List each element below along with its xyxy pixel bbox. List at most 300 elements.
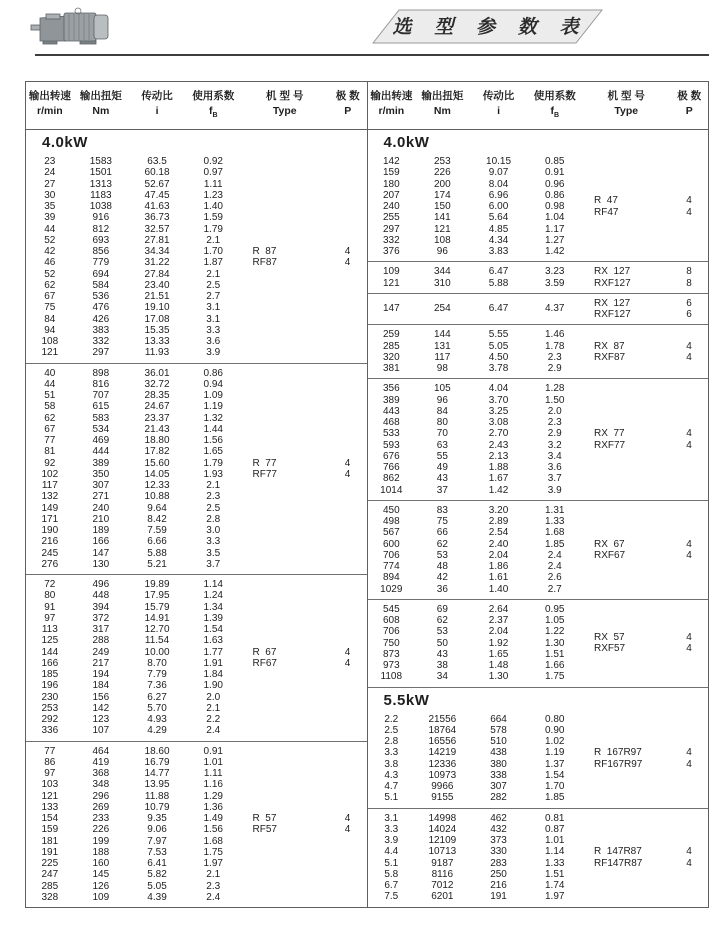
ratio-cell: 1.30 xyxy=(488,671,509,683)
output-speed-cell: 142 xyxy=(382,156,400,168)
model-type-cell: RF47 xyxy=(594,206,619,218)
poles-cell: 4 xyxy=(344,457,351,469)
model-type-cell: RX 57 xyxy=(594,631,625,643)
service-factor-cell: 1.30 xyxy=(544,637,565,649)
output-torque-cell: 779 xyxy=(92,257,110,269)
model-row xyxy=(582,747,708,758)
ratio-cell: 250 xyxy=(490,868,507,880)
table-column-left xyxy=(26,82,367,907)
table-column-right xyxy=(367,82,709,907)
ratio-cell: 373 xyxy=(490,835,507,847)
service-factor-cell: 1.24 xyxy=(203,590,223,602)
output-torque-cell: 534 xyxy=(92,423,110,435)
output-torque-cell: 142 xyxy=(92,702,110,714)
ratio-cell: 4.85 xyxy=(488,223,509,235)
ratio-cell: 36.73 xyxy=(144,212,170,224)
ratio-cell: 7.97 xyxy=(147,835,167,847)
poles-cell: 4 xyxy=(686,631,692,643)
model-row xyxy=(582,428,708,439)
poles-cell: 8 xyxy=(686,277,692,289)
output-torque-cell: 707 xyxy=(92,390,110,402)
output-torque-cell: 816 xyxy=(92,378,110,390)
header-cn-label: 机 型 号 xyxy=(266,90,304,102)
ratio-cell: 24.67 xyxy=(144,401,170,413)
output-torque-cell: 7012 xyxy=(431,880,454,892)
model-row xyxy=(241,647,367,658)
output-speed-cell: 180 xyxy=(382,178,400,190)
output-torque-cell: 55 xyxy=(436,450,448,462)
service-factor-cell: 3.6 xyxy=(206,336,221,348)
output-speed-cell: 117 xyxy=(41,480,58,492)
ratio-cell: 11.88 xyxy=(144,790,170,802)
model-type-cell: RX 127 xyxy=(594,266,631,278)
output-torque-cell: 43 xyxy=(436,648,448,660)
output-torque-cell: 226 xyxy=(92,824,110,836)
output-speed-cell: 3.3 xyxy=(384,747,399,759)
service-factor-cell: 1.84 xyxy=(203,669,223,681)
output-torque-cell: 36 xyxy=(436,583,448,595)
data-block xyxy=(368,808,709,907)
header-unit-main: f xyxy=(208,105,213,117)
output-speed-cell: 230 xyxy=(41,691,59,703)
output-speed-cell: 52 xyxy=(44,268,56,280)
ratio-cell: 2.13 xyxy=(488,450,509,462)
ratio-cell: 27.84 xyxy=(144,268,170,280)
ratio-cell: 63.5 xyxy=(147,156,167,168)
ratio-cell: 5.55 xyxy=(488,329,509,341)
data-block xyxy=(368,261,709,293)
output-speed-cell: 276 xyxy=(41,558,59,570)
service-factor-cell: 2.4 xyxy=(547,549,562,561)
service-factor-cell: 1.05 xyxy=(544,615,565,627)
service-factor-cell: 1.28 xyxy=(544,383,565,395)
model-column xyxy=(582,714,708,804)
data-block xyxy=(26,363,367,575)
output-speed-cell: 443 xyxy=(382,405,400,417)
output-torque-cell: 368 xyxy=(92,768,110,780)
ratio-cell: 2.43 xyxy=(488,439,509,451)
output-torque-cell: 898 xyxy=(92,367,110,379)
service-factor-cell: 2.3 xyxy=(206,491,221,503)
service-factor-cell: 2.4 xyxy=(206,725,221,737)
header-cell-output-speed xyxy=(368,90,416,122)
data-block xyxy=(368,599,709,687)
ratio-cell: 19.89 xyxy=(144,579,170,591)
header-unit-label: Type xyxy=(614,105,639,117)
model-type-cell: R 67 xyxy=(252,646,277,658)
poles-cell: 4 xyxy=(686,206,692,218)
ratio-cell: 380 xyxy=(490,758,507,770)
output-torque-cell: 200 xyxy=(434,178,451,190)
service-factor-cell: 1.51 xyxy=(544,648,565,660)
ratio-cell: 6.47 xyxy=(488,266,509,278)
output-speed-cell: 121 xyxy=(41,347,59,359)
service-factor-cell: 1.33 xyxy=(544,516,565,528)
service-factor-cell: 1.29 xyxy=(203,790,223,802)
output-speed-cell: 2.8 xyxy=(384,736,399,748)
header-cn-label: 机 型 号 xyxy=(607,90,645,102)
ratio-cell: 10.00 xyxy=(144,646,170,658)
service-factor-cell: 0.91 xyxy=(544,167,565,179)
header-cn-label: 输出扭矩 xyxy=(421,90,464,102)
poles-cell: 8 xyxy=(686,266,692,278)
ratio-cell: 1.86 xyxy=(488,561,509,573)
output-torque-cell: 233 xyxy=(92,813,110,825)
header-unit-main: f xyxy=(550,105,554,117)
output-torque-cell: 83 xyxy=(436,504,448,516)
ratio-cell: 16.79 xyxy=(144,756,170,768)
service-factor-cell: 0.86 xyxy=(203,367,223,379)
ratio-cell: 7.59 xyxy=(147,525,167,537)
service-factor-cell: 2.1 xyxy=(206,268,221,280)
output-speed-cell: 185 xyxy=(41,669,59,681)
ratio-cell: 330 xyxy=(490,846,507,858)
ratio-cell: 10.15 xyxy=(486,156,512,168)
service-factor-cell: 3.2 xyxy=(547,439,562,451)
poles-cell: 4 xyxy=(686,538,692,550)
ratio-cell: 6.00 xyxy=(488,201,509,213)
output-torque-cell: 66 xyxy=(436,527,448,539)
service-factor-cell: 2.5 xyxy=(206,279,221,291)
output-speed-cell: 468 xyxy=(382,417,400,429)
numeric-grid xyxy=(26,746,241,904)
service-factor-cell: 1.70 xyxy=(544,781,565,793)
output-speed-cell: 121 xyxy=(41,790,59,802)
output-speed-cell: 7.5 xyxy=(384,891,399,903)
service-factor-cell: 3.7 xyxy=(547,473,562,485)
model-row xyxy=(582,846,708,857)
data-block xyxy=(26,152,367,363)
ratio-cell: 7.36 xyxy=(147,680,167,692)
header-unit-label: r/min xyxy=(378,105,405,117)
output-torque-cell: 536 xyxy=(92,291,110,303)
output-torque-cell: 332 xyxy=(92,336,110,348)
poles-cell: 4 xyxy=(686,846,692,858)
model-column xyxy=(241,746,367,904)
output-torque-cell: 476 xyxy=(92,302,110,314)
model-row xyxy=(582,352,708,363)
output-torque-cell: 130 xyxy=(92,558,110,570)
output-speed-cell: 58 xyxy=(44,401,56,413)
header-unit-label: P xyxy=(685,105,693,117)
model-row xyxy=(582,266,708,277)
output-speed-cell: 3.9 xyxy=(384,835,399,847)
output-torque-cell: 9155 xyxy=(431,792,454,804)
output-torque-cell: 240 xyxy=(92,502,110,514)
ratio-cell: 17.82 xyxy=(144,446,170,458)
ratio-cell: 6.47 xyxy=(488,303,509,315)
header-cell-ratio xyxy=(470,90,528,122)
output-torque-cell: 194 xyxy=(92,669,110,681)
output-speed-cell: 4.3 xyxy=(384,769,399,781)
service-factor-cell: 2.7 xyxy=(206,291,221,303)
ratio-cell: 5.88 xyxy=(488,277,509,289)
service-factor-cell: 1.59 xyxy=(203,212,223,224)
output-torque-cell: 389 xyxy=(92,457,110,469)
header-cell-poles xyxy=(329,90,366,122)
ratio-cell: 23.40 xyxy=(144,279,170,291)
page-title-badge xyxy=(372,9,604,45)
model-type-cell: RF57 xyxy=(252,824,277,836)
ratio-cell: 1.92 xyxy=(488,637,509,649)
poles-cell: 4 xyxy=(686,340,692,352)
output-speed-cell: 285 xyxy=(382,340,400,352)
output-torque-cell: 1038 xyxy=(89,201,112,213)
output-speed-cell: 328 xyxy=(41,891,59,903)
output-speed-cell: 2.5 xyxy=(384,724,399,736)
service-factor-cell: 1.85 xyxy=(544,792,565,804)
ratio-cell: 21.43 xyxy=(144,423,170,435)
service-factor-cell: 1.23 xyxy=(203,189,223,201)
output-speed-cell: 102 xyxy=(41,468,59,480)
ratio-cell: 3.70 xyxy=(488,394,509,406)
ratio-cell: 21.51 xyxy=(144,291,170,303)
output-speed-cell: 67 xyxy=(44,291,56,303)
output-torque-cell: 1313 xyxy=(89,178,112,190)
ratio-cell: 7.53 xyxy=(147,846,167,858)
output-speed-cell: 4.7 xyxy=(384,781,399,793)
output-torque-cell: 6201 xyxy=(431,891,454,903)
output-speed-cell: 545 xyxy=(382,603,400,615)
output-torque-cell: 1501 xyxy=(89,167,112,179)
output-speed-cell: 207 xyxy=(382,189,400,201)
model-row xyxy=(582,195,708,206)
service-factor-cell: 2.9 xyxy=(547,363,562,375)
service-factor-cell: 1.93 xyxy=(203,468,223,480)
header-unit-subscript: B xyxy=(212,112,218,120)
service-factor-cell: 1.91 xyxy=(203,657,223,669)
output-torque-cell: 105 xyxy=(434,383,451,395)
output-torque-cell: 812 xyxy=(92,223,110,235)
output-speed-cell: 1014 xyxy=(380,484,403,496)
service-factor-cell: 1.46 xyxy=(544,329,565,341)
output-torque-cell: 297 xyxy=(92,347,110,359)
ratio-cell: 438 xyxy=(490,747,507,759)
ratio-cell: 52.67 xyxy=(144,178,170,190)
output-speed-cell: 600 xyxy=(382,538,400,550)
ratio-cell: 15.79 xyxy=(144,601,170,613)
service-factor-cell: 2.3 xyxy=(547,417,562,429)
output-torque-cell: 38 xyxy=(436,660,448,672)
ratio-cell: 10.79 xyxy=(144,801,170,813)
ratio-cell: 307 xyxy=(490,781,507,793)
output-speed-cell: 108 xyxy=(41,336,59,348)
output-speed-cell: 225 xyxy=(41,858,59,870)
service-factor-cell: 2.2 xyxy=(206,714,221,726)
header-cn-label: 使用系数 xyxy=(533,90,576,102)
model-type-cell: RXF77 xyxy=(594,439,626,451)
service-factor-cell: 1.14 xyxy=(203,579,223,591)
ratio-cell: 27.81 xyxy=(144,234,170,246)
output-speed-cell: 62 xyxy=(44,279,56,291)
model-row xyxy=(582,309,708,320)
output-torque-cell: 254 xyxy=(434,303,451,315)
service-factor-cell: 3.9 xyxy=(547,484,562,496)
output-speed-cell: 533 xyxy=(382,428,400,440)
output-speed-cell: 5.8 xyxy=(384,868,399,880)
page-header xyxy=(0,0,716,54)
model-row xyxy=(582,858,708,869)
output-speed-cell: 84 xyxy=(44,313,56,325)
model-column xyxy=(582,505,708,595)
output-speed-cell: 766 xyxy=(382,462,400,474)
header-cn-label: 输出转速 xyxy=(28,90,71,102)
numeric-grid xyxy=(26,579,241,737)
output-torque-cell: 48 xyxy=(436,561,448,573)
output-speed-cell: 873 xyxy=(382,648,400,660)
model-type-cell: R 47 xyxy=(594,195,618,207)
output-speed-cell: 247 xyxy=(41,869,59,881)
ratio-cell: 4.34 xyxy=(488,234,509,246)
poles-cell: 4 xyxy=(686,758,692,770)
output-torque-cell: 69 xyxy=(436,603,448,615)
poles-cell: 4 xyxy=(686,351,692,363)
ratio-cell: 11.93 xyxy=(144,347,170,359)
output-speed-cell: 39 xyxy=(44,212,56,224)
output-speed-cell: 191 xyxy=(41,846,59,858)
column-header xyxy=(368,82,709,130)
output-speed-cell: 23 xyxy=(44,156,56,168)
service-factor-cell: 3.9 xyxy=(206,347,221,359)
poles-cell: 4 xyxy=(686,549,692,561)
service-factor-cell: 0.87 xyxy=(544,823,565,835)
ratio-cell: 13.33 xyxy=(144,336,170,348)
header-cell-model-type xyxy=(240,90,329,122)
ratio-cell: 9.64 xyxy=(147,502,167,514)
numeric-grid xyxy=(368,156,583,257)
output-torque-cell: 210 xyxy=(92,513,110,525)
power-section-label: 4.0kW xyxy=(42,134,88,152)
service-factor-cell: 0.97 xyxy=(203,167,223,179)
output-speed-cell: 5.1 xyxy=(384,792,399,804)
page-title: 选 型 参 数 表 xyxy=(392,17,588,38)
service-factor-cell: 1.56 xyxy=(203,824,223,836)
ratio-cell: 578 xyxy=(490,724,507,736)
output-speed-cell: 862 xyxy=(382,473,400,485)
header-cell-service-factor xyxy=(528,90,582,122)
service-factor-cell: 2.1 xyxy=(206,480,221,492)
output-speed-cell: 1108 xyxy=(380,671,403,683)
output-torque-cell: 107 xyxy=(92,725,110,737)
service-factor-cell: 1.22 xyxy=(544,626,565,638)
model-type-cell: RXF67 xyxy=(594,549,626,561)
header-cn-label: 输出扭矩 xyxy=(79,90,122,102)
ratio-cell: 7.79 xyxy=(147,669,167,681)
output-speed-cell: 166 xyxy=(41,657,59,669)
header-unit-label: r/min xyxy=(36,105,63,117)
poles-cell: 4 xyxy=(344,824,351,836)
output-torque-cell: 49 xyxy=(436,462,448,474)
ratio-cell: 1.40 xyxy=(488,583,509,595)
service-factor-cell: 1.17 xyxy=(544,223,565,235)
ratio-cell: 3.20 xyxy=(488,504,509,516)
output-speed-cell: 132 xyxy=(41,491,59,503)
model-type-cell: R 167R97 xyxy=(594,747,642,759)
header-cell-output-torque xyxy=(74,90,128,122)
service-factor-cell: 0.95 xyxy=(544,603,565,615)
numeric-grid xyxy=(368,604,583,683)
output-speed-cell: 97 xyxy=(44,768,56,780)
output-torque-cell: 37 xyxy=(436,484,448,496)
ratio-cell: 338 xyxy=(490,769,507,781)
model-column xyxy=(582,298,708,321)
output-torque-cell: 8116 xyxy=(431,868,454,880)
ratio-cell: 9.06 xyxy=(147,824,167,836)
model-type-cell: RF87 xyxy=(252,257,277,269)
ratio-cell: 5.88 xyxy=(147,547,167,559)
output-torque-cell: 166 xyxy=(92,536,110,548)
output-speed-cell: 125 xyxy=(41,635,59,647)
header-divider-line xyxy=(35,54,709,56)
output-speed-cell: 567 xyxy=(382,527,400,539)
ratio-cell: 12.70 xyxy=(144,624,170,636)
service-factor-cell: 1.40 xyxy=(203,201,223,213)
output-torque-cell: 14219 xyxy=(428,747,457,759)
numeric-grid xyxy=(368,266,583,289)
service-factor-cell: 1.11 xyxy=(203,768,223,780)
model-row xyxy=(241,458,367,469)
output-speed-cell: 154 xyxy=(41,813,59,825)
ratio-cell: 34.34 xyxy=(144,246,170,258)
service-factor-cell: 3.1 xyxy=(206,302,221,314)
model-row xyxy=(582,298,708,309)
numeric-grid xyxy=(368,298,583,321)
service-factor-cell: 1.34 xyxy=(203,601,223,613)
header-unit-label: i xyxy=(497,105,501,117)
output-torque-cell: 288 xyxy=(92,635,110,647)
output-speed-cell: 4.4 xyxy=(384,846,399,858)
output-torque-cell: 63 xyxy=(436,439,448,451)
output-speed-cell: 750 xyxy=(382,637,400,649)
output-torque-cell: 145 xyxy=(92,869,110,881)
output-torque-cell: 14024 xyxy=(428,823,457,835)
output-speed-cell: 285 xyxy=(41,880,59,892)
ratio-cell: 6.41 xyxy=(147,858,167,870)
service-factor-cell: 1.85 xyxy=(544,538,565,550)
model-type-cell: RF167R97 xyxy=(594,758,643,770)
service-factor-cell: 1.87 xyxy=(203,257,223,269)
output-speed-cell: 149 xyxy=(41,502,59,514)
output-speed-cell: 245 xyxy=(41,547,59,559)
output-speed-cell: 216 xyxy=(41,536,59,548)
output-torque-cell: 615 xyxy=(92,401,110,413)
header-cn-label: 传动比 xyxy=(141,90,173,102)
output-speed-cell: 35 xyxy=(44,201,56,213)
ratio-cell: 8.42 xyxy=(147,513,167,525)
output-torque-cell: 156 xyxy=(92,691,110,703)
output-torque-cell: 307 xyxy=(92,480,110,492)
service-factor-cell: 2.3 xyxy=(206,880,221,892)
service-factor-cell: 1.39 xyxy=(203,612,223,624)
output-speed-cell: 3.8 xyxy=(384,758,399,770)
data-block xyxy=(368,293,709,325)
ratio-cell: 1.42 xyxy=(488,484,509,496)
model-row xyxy=(241,257,367,268)
ratio-cell: 664 xyxy=(490,713,507,725)
service-factor-cell: 3.7 xyxy=(206,558,221,570)
poles-cell: 4 xyxy=(344,257,351,269)
output-speed-cell: 40 xyxy=(44,367,56,379)
ratio-cell: 13.95 xyxy=(144,779,170,791)
output-torque-cell: 584 xyxy=(92,279,110,291)
output-torque-cell: 271 xyxy=(92,491,110,503)
output-torque-cell: 131 xyxy=(434,340,451,352)
output-speed-cell: 121 xyxy=(382,277,400,289)
service-factor-cell: 1.42 xyxy=(544,246,565,258)
service-factor-cell: 1.44 xyxy=(203,423,223,435)
service-factor-cell: 1.09 xyxy=(203,390,223,402)
ratio-cell: 12.33 xyxy=(144,480,170,492)
